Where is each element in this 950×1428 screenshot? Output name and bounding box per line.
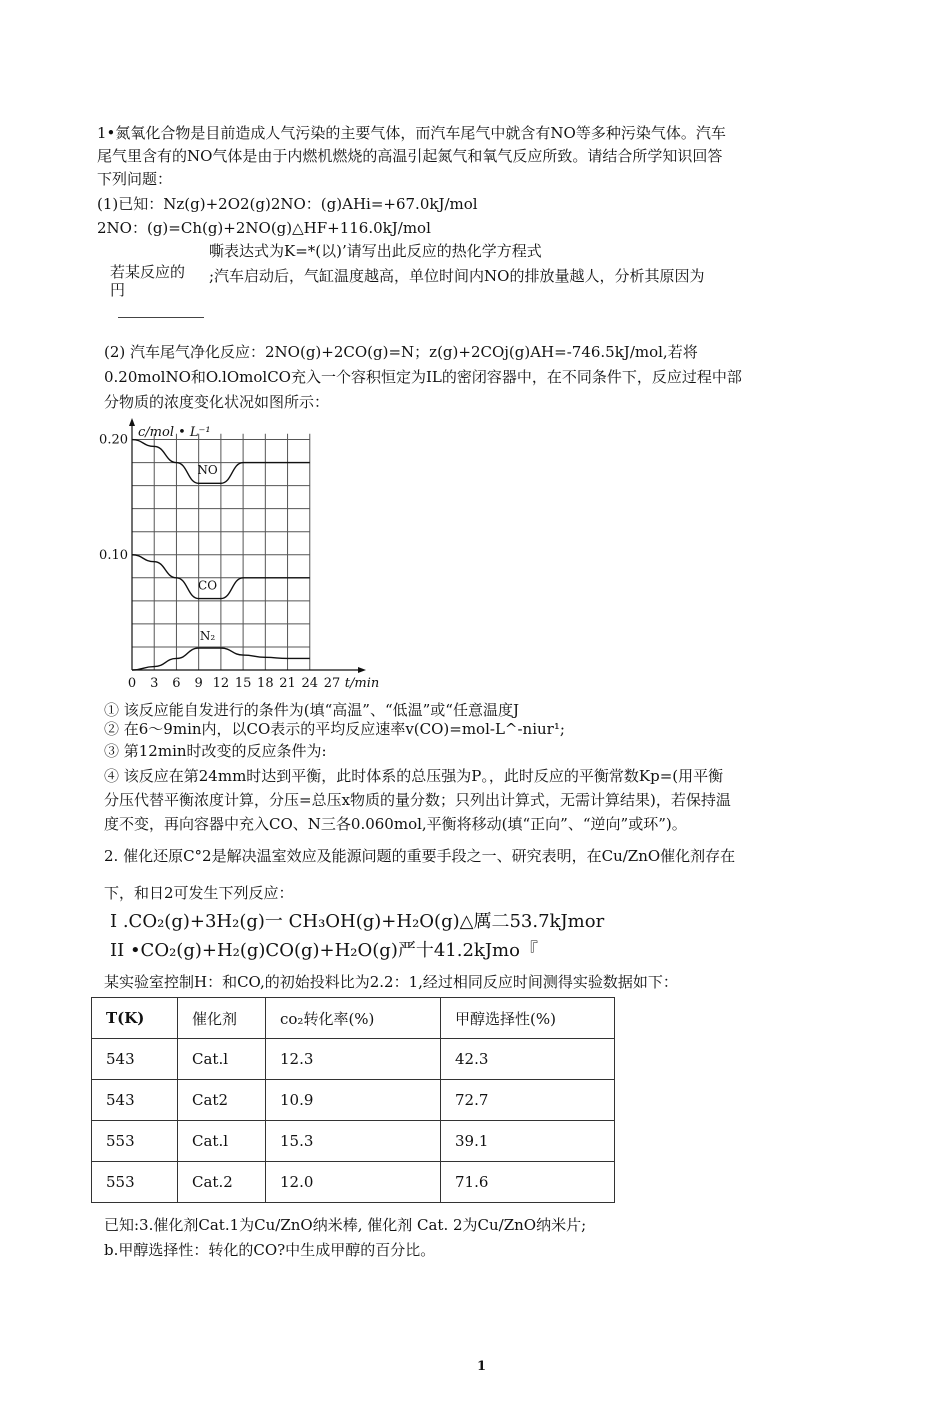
page-number: 1 xyxy=(477,1359,487,1374)
y-tick-label: 0.10 xyxy=(99,547,128,563)
x-tick-label: 21 xyxy=(279,676,296,691)
q1-sub-3: ③ 第12min时改变的反应条件为: xyxy=(104,742,327,760)
q1-sub-4c: 度不变，再向容器中充入CO、N三各0.060mol,平衡将移动(填“正向”、“逆向”或环”)。 xyxy=(104,815,687,833)
table-cell: 553 xyxy=(92,1121,178,1162)
x-tick-label: 15 xyxy=(234,676,252,691)
series-label: CO xyxy=(198,578,218,593)
table-row xyxy=(92,1121,615,1162)
experiment-table xyxy=(91,997,615,1203)
q1-intro-line-1: 1•氮氧化合物是目前造成人气污染的主要气体，而汽车尾气中就含有NO等多种污染气体。汽车 xyxy=(97,124,726,142)
q1-right-line-2: ;汽车启动后，气缸温度越高，单位时间内NO的排放量越人，分析其原因为 xyxy=(209,267,705,285)
table-cell: 553 xyxy=(92,1162,178,1203)
y-axis-arrow xyxy=(129,418,135,426)
q2-reaction-1: I .CO₂(g)+3H₂(g)一 CH₃OH(g)+H₂O(g)△厲二53.7kJmor xyxy=(110,911,605,932)
table-cell: 543 xyxy=(92,1080,178,1121)
q1-part2-line-3: 分物质的浓度变化状况如图所示： xyxy=(104,393,330,411)
x-tick-label: 27 xyxy=(323,676,341,691)
x-axis-label: t/min xyxy=(344,676,380,691)
y-axis-label: c/mol • L⁻¹ xyxy=(138,425,211,440)
x-tick-label: 9 xyxy=(194,676,203,691)
q1-known-eq-2: 2NO：(g)=Ch(g)+2NO(g)△HF+116.0kJ/mol xyxy=(97,219,431,237)
table-cell: 15.3 xyxy=(266,1121,441,1162)
x-tick-label: 24 xyxy=(301,676,319,691)
q1-right-line-1: 嘶表达式为K=*(以)’请写出此反应的热化学方程式 xyxy=(209,242,542,260)
series-label: NO xyxy=(197,463,218,478)
q1-intro-line-3: 下列问题： xyxy=(97,170,173,188)
table-header-cell: T(K) xyxy=(92,998,178,1039)
series-label: N₂ xyxy=(199,629,216,644)
table-header-cell: co₂转化率(%) xyxy=(266,998,441,1039)
table-row xyxy=(92,1039,615,1080)
table-cell: 543 xyxy=(92,1039,178,1080)
q1-left-label-b: 円 xyxy=(110,281,126,299)
x-tick-label: 3 xyxy=(150,676,159,691)
table-header-cell: 甲醇选择性(%) xyxy=(441,998,615,1039)
q1-part2-line-2: 0.20molNO和O.lOmolCO充入一个容积恒定为IL的密闭容器中，在不同条件下，反应过程中部 xyxy=(104,368,742,386)
chart-axes xyxy=(129,418,366,673)
q2-note-1: 已知:3.催化剂Cat.1为Cu/ZnO纳米棒, 催化剂 Cat. 2为Cu/ZnO纳米片; xyxy=(104,1216,587,1234)
table-cell: 10.9 xyxy=(266,1080,441,1121)
x-tick-label: 6 xyxy=(172,676,181,691)
x-axis-arrow xyxy=(358,667,366,673)
q1-part2-line-1: (2) 汽车尾气净化反应：2NO(g)+2CO(g)=N；z(g)+2COj(g)AH=-746.5kJ/mol,若将 xyxy=(104,343,698,361)
answer-blank-line xyxy=(118,317,204,318)
x-tick-label: 18 xyxy=(257,676,274,691)
table-cell: 39.1 xyxy=(441,1121,615,1162)
concentration-chart xyxy=(90,418,380,693)
q2-note-2: b.甲醇选择性：转化的CO?中生成甲醇的百分比。 xyxy=(104,1241,436,1259)
q1-sub-4b: 分压代替平衡浓度计算，分压=总压x物质的量分数；只列出计算式，无需计算结果)，若保持温 xyxy=(104,791,731,809)
table-row xyxy=(92,1080,615,1121)
q1-sub-4a: ④ 该反应在第24mm时达到平衡，此时体系的总压强为P。，此时反应的平衡常数Kp=(用平衡 xyxy=(104,767,724,785)
table-row xyxy=(92,1162,615,1203)
q2-experiment-line: 某实验室控制H：和CO,的初始投料比为2.2：1,经过相同反应时间测得实验数据如下： xyxy=(104,973,678,991)
y-tick-label: 0.20 xyxy=(99,432,128,448)
table-cell: Cat2 xyxy=(178,1080,266,1121)
q1-intro-line-2: 尾气里含有的NO气体是由于内燃机燃烧的高温引起氮气和氧气反应所致。请结合所学知识回答 xyxy=(97,147,723,165)
chart-labels xyxy=(99,425,379,691)
q1-sub-2: ② 在6〜9min内，以CO表示的平均反应速率v(CO)=mol-L^-niur¹; xyxy=(104,720,565,738)
q1-known-eq-1: (1)已知：Nz(g)+2O2(g)2NO：(g)AHi=+67.0kJ/mol xyxy=(97,195,478,213)
table-cell: 12.3 xyxy=(266,1039,441,1080)
table-cell: Cat.2 xyxy=(178,1162,266,1203)
q2-reaction-2: II •CO₂(g)+H₂(g)CO(g)+H₂O(g)严十41.2kJmo『 xyxy=(110,940,538,961)
table-header-row xyxy=(92,998,615,1039)
table-header-cell: 催化剂 xyxy=(178,998,266,1039)
x-tick-label: 12 xyxy=(212,676,230,691)
q1-sub-1: ① 该反应能自发进行的条件为(填“高温”、“低温”或“任意温度J xyxy=(104,701,519,719)
table-cell: Cat.l xyxy=(178,1039,266,1080)
table-cell: 42.3 xyxy=(441,1039,615,1080)
table-cell: 72.7 xyxy=(441,1080,615,1121)
table-cell: 12.0 xyxy=(266,1162,441,1203)
chart-grid xyxy=(132,434,310,670)
table-cell: 71.6 xyxy=(441,1162,615,1203)
x-tick-label: 0 xyxy=(127,676,137,691)
q1-left-label-a: 若某反应的 xyxy=(110,263,186,281)
q2-intro-line-1: 2. 催化还原C°2是解决温室效应及能源问题的重要手段之一、研究表明，在Cu/ZnO催化剂存在 xyxy=(104,847,736,865)
q2-intro-line-2: 下，和日2可发生下列反应： xyxy=(104,884,294,902)
table-cell: Cat.l xyxy=(178,1121,266,1162)
